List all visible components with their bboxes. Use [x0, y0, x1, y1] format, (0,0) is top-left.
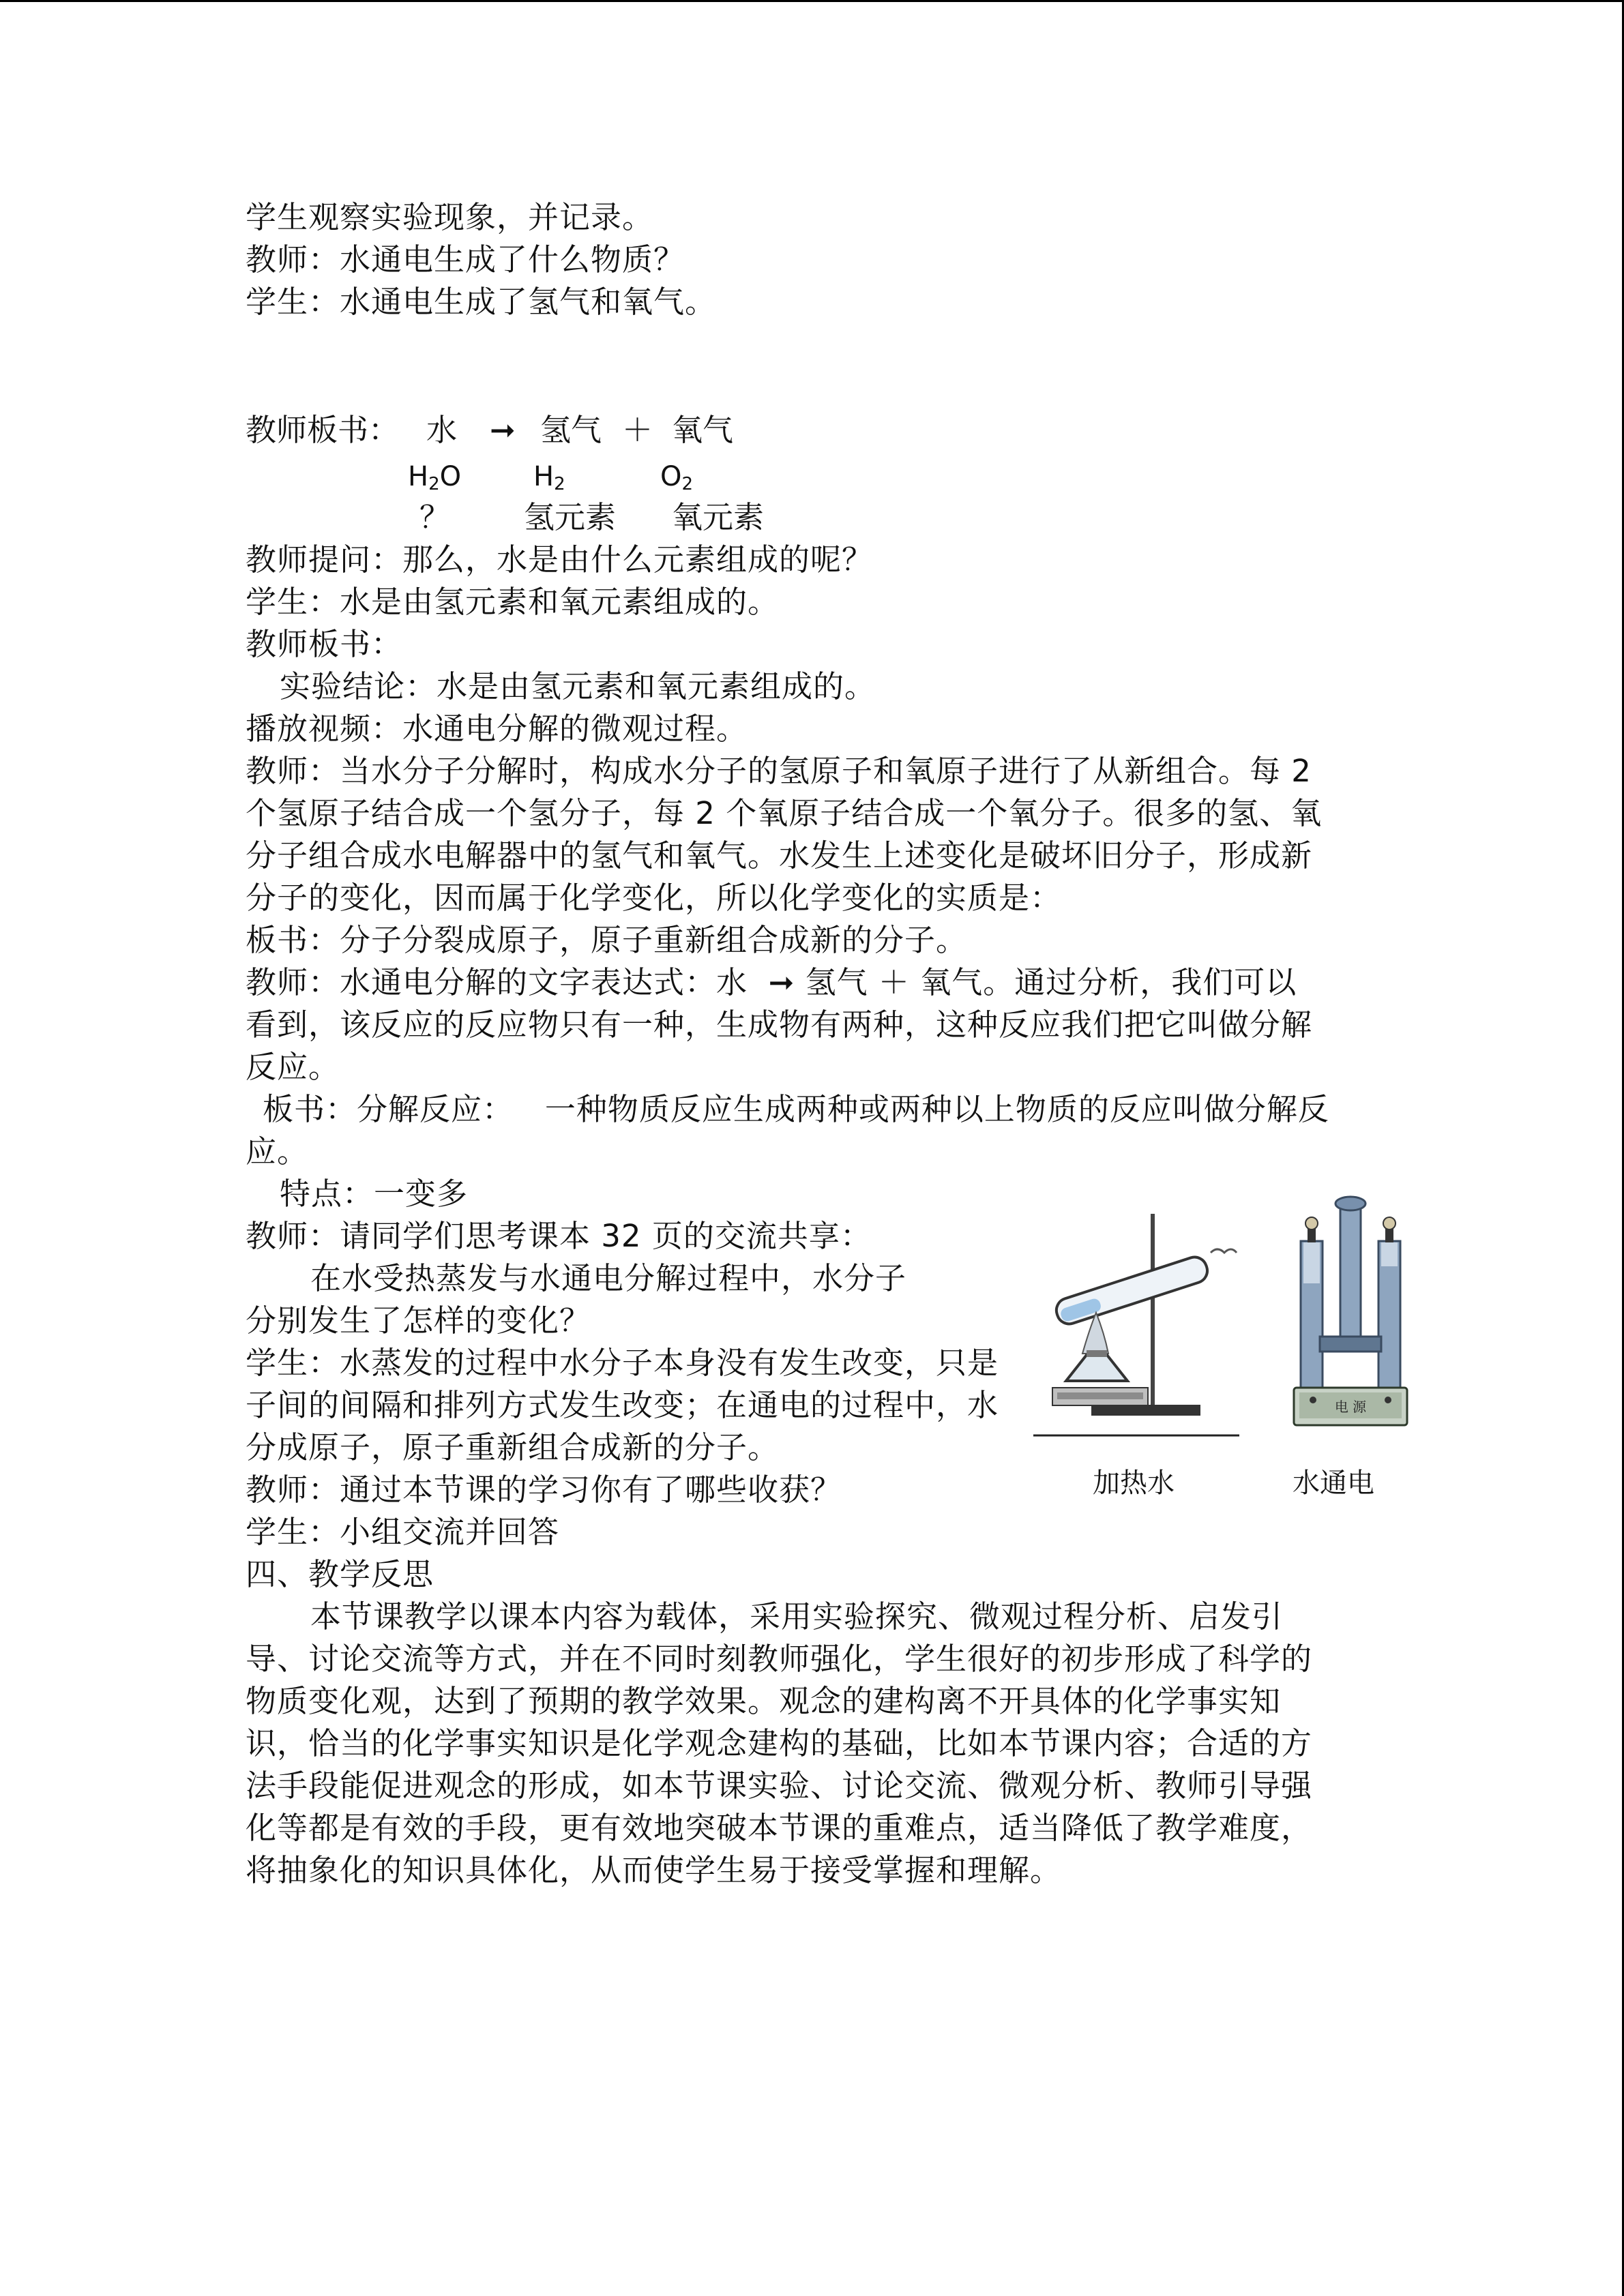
formula-hydrogen: $H_2$ [533, 461, 565, 494]
text-line: 学生：水是由氢元素和氧元素组成的。 [246, 584, 780, 620]
text-line: 板书：分子分裂成原子，原子重新组合成新的分子。 [246, 922, 968, 958]
equation-oxygen: 氧气 [672, 412, 734, 448]
text-line: 板书：分解反应： 一种物质反应生成两种或两种以上物质的反应叫做分解反 [263, 1091, 1329, 1127]
text-line: 导、讨论交流等方式，并在不同时刻教师强化，学生很好的初步形成了科学的 [246, 1641, 1313, 1677]
hydrogen-element: 氢元素 [524, 499, 617, 535]
text-line: 教师：水通电生成了什么物质？ [246, 241, 685, 278]
text-line: 分子的变化，因而属于化学变化，所以化学变化的实质是： [246, 880, 1062, 916]
text-line: 教师：请同学们思考课本 32 页的交流共享： [246, 1218, 872, 1254]
text-line: 学生：水通电生成了氢气和氧气。 [246, 284, 717, 320]
text-line: 学生：小组交流并回答 [246, 1514, 560, 1550]
formula-oxygen: $O_2$ [660, 461, 694, 494]
text-line: 分子组合成水电解器中的氢气和氧气。水发生上述变化是破坏旧分子，形成新 [246, 837, 1313, 874]
text-line: 识，恰当的化学事实知识是化学观念建构的基础，比如本节课内容；合适的方 [246, 1725, 1313, 1761]
text-line: 教师：水通电分解的文字表达式：水 ➞ 氢气 ＋ 氧气。通过分析，我们可以 [246, 964, 1297, 1000]
text-line: 将抽象化的知识具体化，从而使学生易于接受掌握和理解。 [246, 1852, 1062, 1888]
figure-caption-heating: 加热水 [1093, 1467, 1175, 1499]
text-line: 本节课教学以课本内容为载体，采用实验探究、微观过程分析、启发引 [310, 1598, 1284, 1635]
text-line: 物质变化观，达到了预期的教学效果。观念的建构离不开具体的化学事实知 [246, 1683, 1282, 1719]
oxygen-element: 氧元素 [672, 499, 765, 535]
equation-label: 教师板书： [246, 412, 400, 448]
arrow-icon: ➞ [490, 412, 516, 448]
text-line: 教师板书： [246, 626, 403, 662]
heating-water-apparatus [1027, 1210, 1245, 1446]
formula-water: $H_2O$ [408, 461, 462, 494]
unknown-element: ？ [419, 499, 451, 535]
electrolysis-apparatus [1293, 1193, 1408, 1442]
equation-hydrogen: 氢气 [540, 412, 602, 448]
text-line: 在水受热蒸发与水通电分解过程中，水分子 [310, 1260, 907, 1296]
text-line: 化等都是有效的手段，更有效地突破本节课的重难点，适当降低了教学难度， [246, 1810, 1313, 1846]
text-line: 看到，该反应的反应物只有一种，生成物有两种，这种反应我们把它叫做分解 [246, 1007, 1313, 1043]
figure-caption-electrolysis: 水通电 [1293, 1467, 1374, 1499]
equation-plus: ＋ [622, 412, 653, 448]
text-line: 教师：通过本节课的学习你有了哪些收获？ [246, 1472, 842, 1508]
equation-water: 水 [426, 412, 458, 448]
text-line: 法手段能促进观念的形成，如本节课实验、讨论交流、微观分析、教师引导强 [246, 1768, 1313, 1804]
text-line: 反应。 [246, 1049, 340, 1085]
text-line: 播放视频：水通电分解的微观过程。 [246, 711, 748, 747]
text-line: 应。 [246, 1133, 309, 1169]
text-line: 学生观察实验现象，并记录。 [246, 199, 654, 235]
text-line: 分成原子，原子重新组合成新的分子。 [246, 1429, 780, 1465]
text-line: 特点：一变多 [280, 1176, 469, 1212]
text-line: 教师提问：那么，水是由什么元素组成的呢？ [246, 541, 874, 578]
text-line: 分别发生了怎样的变化？ [246, 1302, 591, 1339]
section-heading: 四、教学反思 [246, 1556, 434, 1592]
text-line: 学生：水蒸发的过程中水分子本身没有发生改变，只是 [246, 1345, 999, 1381]
text-line: 教师：当水分子分解时，构成水分子的氢原子和氧原子进行了从新组合。每 2 [246, 753, 1312, 789]
power-supply-label: 电 源 [1334, 1399, 1367, 1415]
text-line: 子间的间隔和排列方式发生改变；在通电的过程中，水 [246, 1387, 999, 1423]
text-line: 个氢原子结合成一个氢分子，每 2 个氧原子结合成一个氧分子。很多的氢、氧 [246, 795, 1323, 831]
text-line: 实验结论：水是由氢元素和氧元素组成的。 [280, 668, 876, 704]
